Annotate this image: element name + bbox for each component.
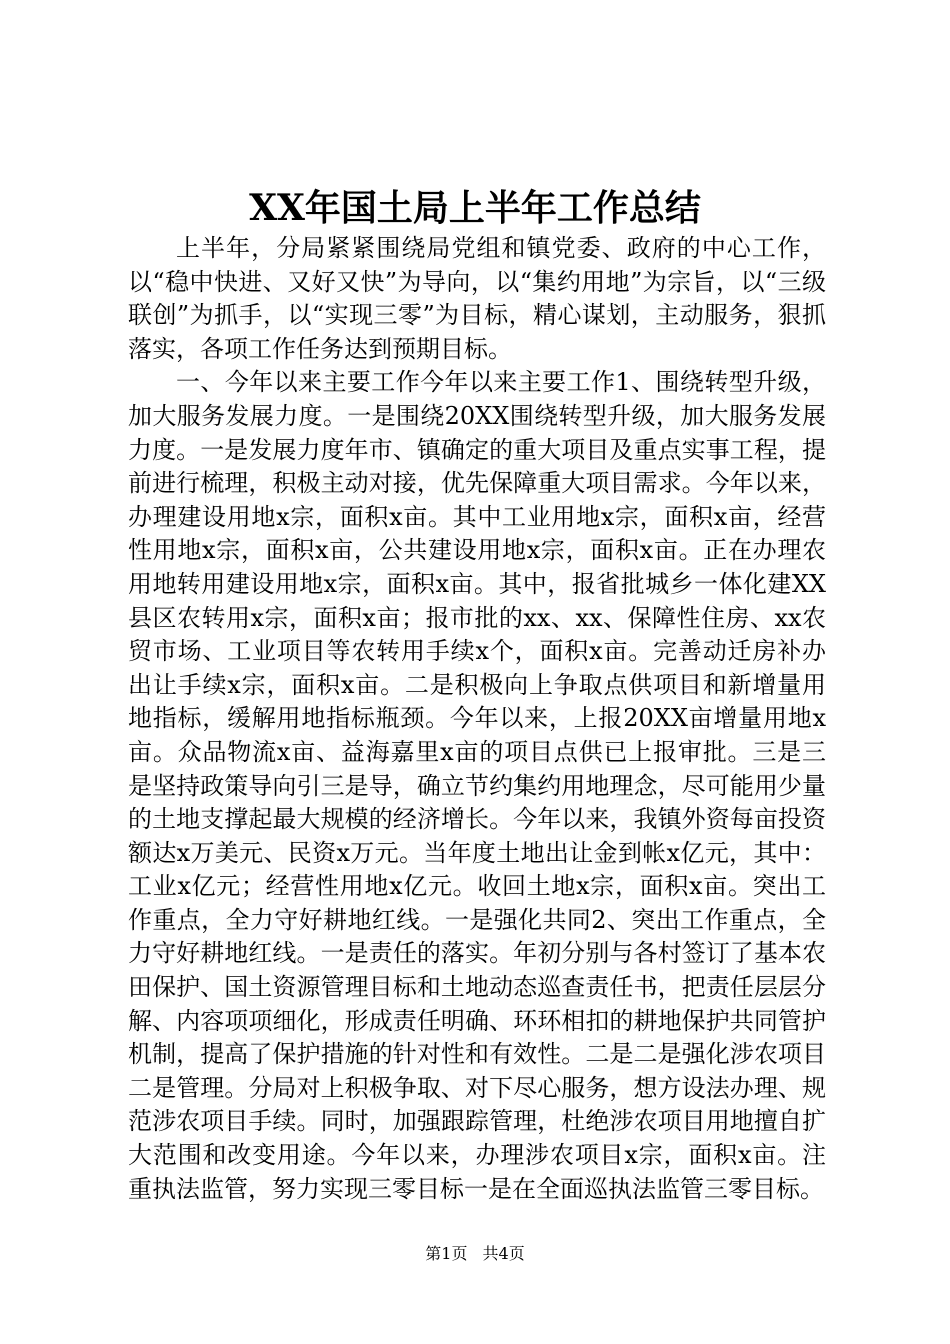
page-number-total: 共4页 [482,1244,525,1263]
page-number-current: 第1页 [425,1244,468,1263]
document-title: XX年国土局上半年工作总结 [249,187,701,229]
document-body [128,232,826,1206]
paragraph-main-work: 一、今年以来主要工作今年以来主要工作1、围绕转型升级，加大服务发展力度。一是围绕20XX围绕转型升级，加大服务发展力度。一是发展力度年市、镇确定的重大项目及重点实事工程，提前进行梳理，积极主动对接，优先保障重大项目需求。今年以来，办理建设用地x宗，面积x亩。其中工业用地x宗，面积x亩，经营性用地x宗，面积x亩，公共建设用地x宗，面积x亩。正在办理农用地转用建设用地x宗，面积x亩。其中，报省批城乡一体化建XX县区农转用x宗，面积x亩；报市批的xx、xx、保障性住房、xx农贸市场、工业项目等农转用手续x个，面积x亩。完善动迁房补办出让手续x宗，面积x亩。二是积极向上争取点供项目和新增量用地指标，缓解用地指标瓶颈。今年以来，上报20XX亩增量用地x亩。众品物流x亩、益海嘉里x亩的项目点供已上报审批。三是三是坚持政策导向引三是导，确立节约集约用地理念，尽可能用少量的土地支撑起最大规模的经济增长。今年以来，我镇外资每亩投资额达x万美元、民资x万元。当年度土地出让金到帐x亿元，其中：工业x亿元；经营性用地x亿元。收回土地x宗，面积x亩。突出工作重点，全力守好耕地红线。一是强化共同2、突出工作重点，全力守好耕地红线。一是责任的落实。年初分别与各村签订了基本农田保护、国土资源管理目标和土地动态巡查责任书，把责任层层分解、内容项项细化，形成责任明确、环环相扣的耕地保护共同管护机制，提高了保护措施的针对性和有效性。二是二是强化涉农项目二是管理。分局对上积极争取、对下尽心服务，想方设法办理、规范涉农项目手续。同时，加强跟踪管理，杜绝涉农项目用地擅自扩大范围和改变用途。今年以来，办理涉农项目x宗，面积x亩。注重执法监管，努力实现三零目标一是在全面巡执法监管三零目标。 [128,368,826,1203]
page-footer [0,1242,950,1266]
paragraph-intro: 上半年，分局紧紧围绕局党组和镇党委、政府的中心工作，以“稳中快进、又好又快”为导向，以“集约用地”为宗旨，以“三级联创”为抓手，以“实现三零”为目标，精心谋划，主动服务，狠抓落实，各项工作任务达到预期目标。 [128,234,826,363]
